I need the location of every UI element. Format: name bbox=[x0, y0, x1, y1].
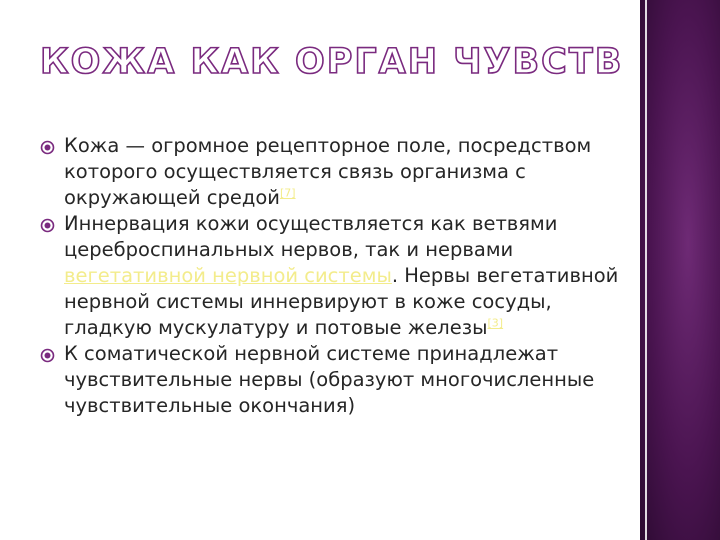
bullet-list bbox=[40, 133, 630, 419]
bullet-1-text: Кожа — огромное рецепторное поле, посредством которого осуществляется связь организма с окружающей средой bbox=[64, 134, 592, 209]
side-decor-line bbox=[645, 0, 647, 540]
bullet-text-1 bbox=[64, 133, 630, 211]
bullet-item-3 bbox=[40, 341, 630, 419]
radio-bullet-icon bbox=[40, 218, 55, 233]
slide-title: КОЖА КАК ОРГАН ЧУВСТВ bbox=[40, 42, 624, 82]
autonomic-nervous-system-link[interactable]: вегетативной нервной системы bbox=[64, 264, 392, 287]
citation-link-7[interactable]: [7] bbox=[279, 186, 296, 200]
bullet-text-3 bbox=[64, 341, 630, 419]
radio-bullet-icon bbox=[40, 348, 55, 363]
citation-link-3[interactable]: [3] bbox=[487, 316, 504, 330]
bullet-item-2 bbox=[40, 211, 630, 341]
side-decor-band bbox=[640, 0, 720, 540]
bullet-item-1 bbox=[40, 133, 630, 211]
radio-bullet-icon bbox=[40, 140, 55, 155]
bullet-3-text: К соматической нервной системе принадлежат чувствительные нервы (образуют многочисленные чувствительные окончания) bbox=[64, 342, 595, 417]
bullet-text-2 bbox=[64, 211, 630, 341]
bullet-2-text-start: Иннервация кожи осуществляется как ветвями цереброспинальных нервов, так и нервами bbox=[64, 212, 558, 261]
bullet-2-text-end: . Нервы вегетативной нервной системы иннервируют в коже сосуды, гладкую мускулатуру и потовые железы bbox=[64, 264, 619, 339]
